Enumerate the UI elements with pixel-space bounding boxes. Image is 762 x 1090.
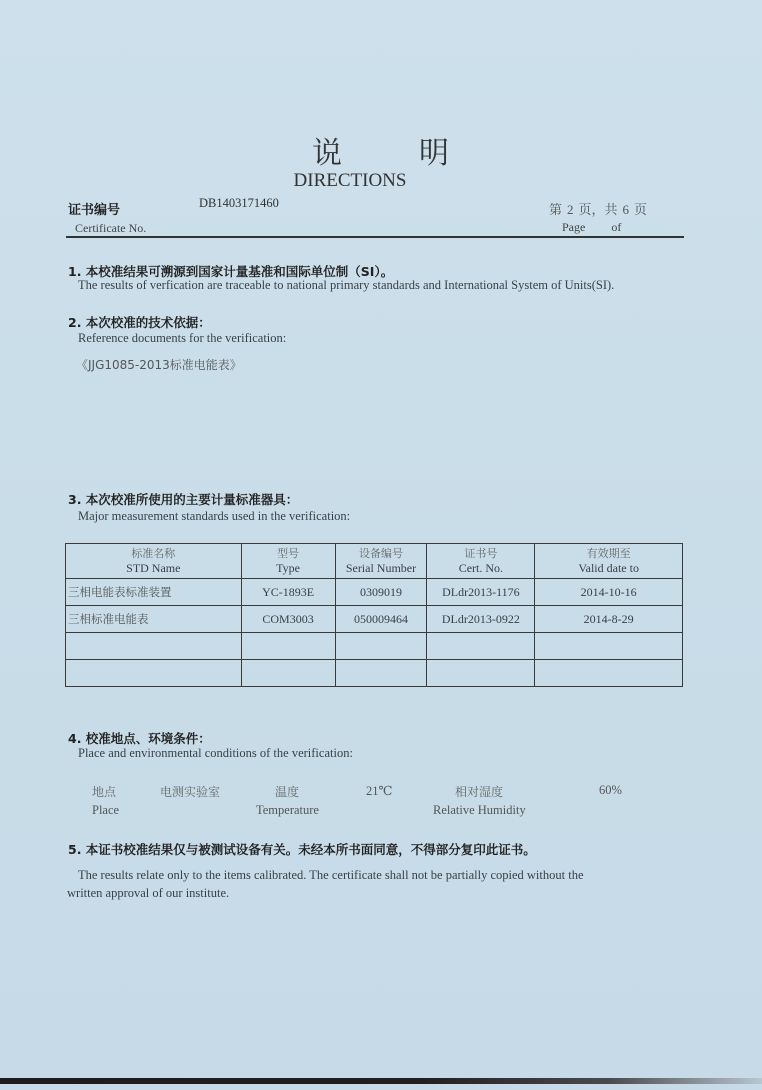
cell-cert: DLdr2013-1176 [427, 579, 535, 606]
table-row [66, 606, 683, 633]
place-label-en: Place [92, 803, 120, 817]
footer-divider [0, 1078, 762, 1084]
certificate-number: DB1403171460 [199, 196, 279, 210]
humidity-label-cn: 相对湿度 [455, 785, 504, 799]
humidity-label-en: Relative Humidity [433, 803, 526, 817]
page-prefix: 第 [549, 202, 563, 217]
cell-type [241, 633, 335, 660]
section-5-heading: 5. 本证书校准结果仅与被测试设备有关。未经本所书面同意，不得部分复印此证书。 [68, 842, 536, 857]
page-indicator-en [562, 220, 621, 235]
cell-std-name: 三相电能表标准装置 [66, 579, 242, 606]
cell-valid-date [535, 633, 683, 660]
humidity-value: 60% [599, 783, 622, 797]
header-valid-date: 有效期至 Valid date to [535, 544, 683, 579]
reference-document: 《JJG1085-2013标准电能表》 [76, 358, 242, 372]
table-row [66, 633, 683, 660]
cell-type [241, 660, 335, 687]
section-1-heading: 1. 本校准结果可溯源到国家计量基准和国际单位制（SI）。 [68, 264, 394, 279]
table-row [66, 660, 683, 687]
section-2-heading: 2. 本次校准的技术依据： [68, 315, 211, 330]
section-5-text-line-2: written approval of our institute. [67, 886, 230, 900]
temperature-label-cn: 温度 [275, 785, 300, 799]
cell-serial [335, 660, 427, 687]
cell-type: YC-1893E [241, 579, 335, 606]
standards-table [65, 543, 683, 687]
header-cert-no: 证书号 Cert. No. [427, 544, 535, 579]
cell-cert [427, 660, 535, 687]
table-header-row [66, 544, 683, 579]
page-title-cn [0, 128, 762, 172]
page-mid: 页，共 [578, 202, 618, 217]
cell-type: COM3003 [241, 606, 335, 633]
section-2-text: Reference documents for the verification: [78, 331, 287, 345]
title-char-2: 明 [419, 136, 450, 171]
section-5-text-line-1: The results relate only to the items calibrated. The certificate shall not be partially copied without the [78, 868, 584, 882]
cell-valid-date: 2014-10-16 [535, 579, 683, 606]
temperature-label-en: Temperature [256, 803, 319, 817]
place-label-cn: 地点 [92, 785, 117, 799]
header-std-name: 标准名称 STD Name [66, 544, 242, 579]
table-row [66, 579, 683, 606]
cell-cert: DLdr2013-0922 [427, 606, 535, 633]
title-char-1: 说 [312, 136, 343, 171]
header-divider [66, 236, 684, 238]
place-value: 电测实验室 [160, 785, 221, 799]
cell-cert [427, 633, 535, 660]
cell-serial: 050009464 [335, 606, 427, 633]
section-4-heading: 4. 校准地点、环境条件： [68, 731, 211, 746]
cell-std-name: 三相标准电能表 [66, 606, 242, 633]
cell-std-name [66, 660, 242, 687]
cell-valid-date [535, 660, 683, 687]
page-total: 6 [622, 202, 630, 217]
section-3-text: Major measurement standards used in the verification: [78, 509, 351, 523]
of-label-en: of [611, 220, 622, 234]
page-indicator-cn [549, 199, 647, 218]
section-1-text: The results of verfication are traceable to national primary standards and International System of Units(SI). [78, 278, 615, 292]
certificate-label-en: Certificate No. [75, 221, 147, 235]
page-label-en: Page [562, 220, 586, 234]
page-suffix: 页 [634, 202, 648, 217]
page-title-en: DIRECTIONS [293, 170, 407, 191]
certificate-label-cn: 证书编号 [68, 203, 121, 218]
cell-valid-date: 2014-8-29 [535, 606, 683, 633]
cell-serial: 0309019 [335, 579, 427, 606]
temperature-value: 21℃ [366, 784, 393, 798]
header-type: 型号 Type [241, 544, 335, 579]
header-serial-number: 设备编号 Serial Number [335, 544, 427, 579]
cell-serial [335, 633, 427, 660]
page-current: 2 [567, 202, 574, 217]
section-3-heading: 3. 本次校准所使用的主要计量标准器具： [68, 492, 299, 507]
section-4-text: Place and environmental conditions of the verification: [78, 746, 353, 760]
cell-std-name [66, 633, 242, 660]
